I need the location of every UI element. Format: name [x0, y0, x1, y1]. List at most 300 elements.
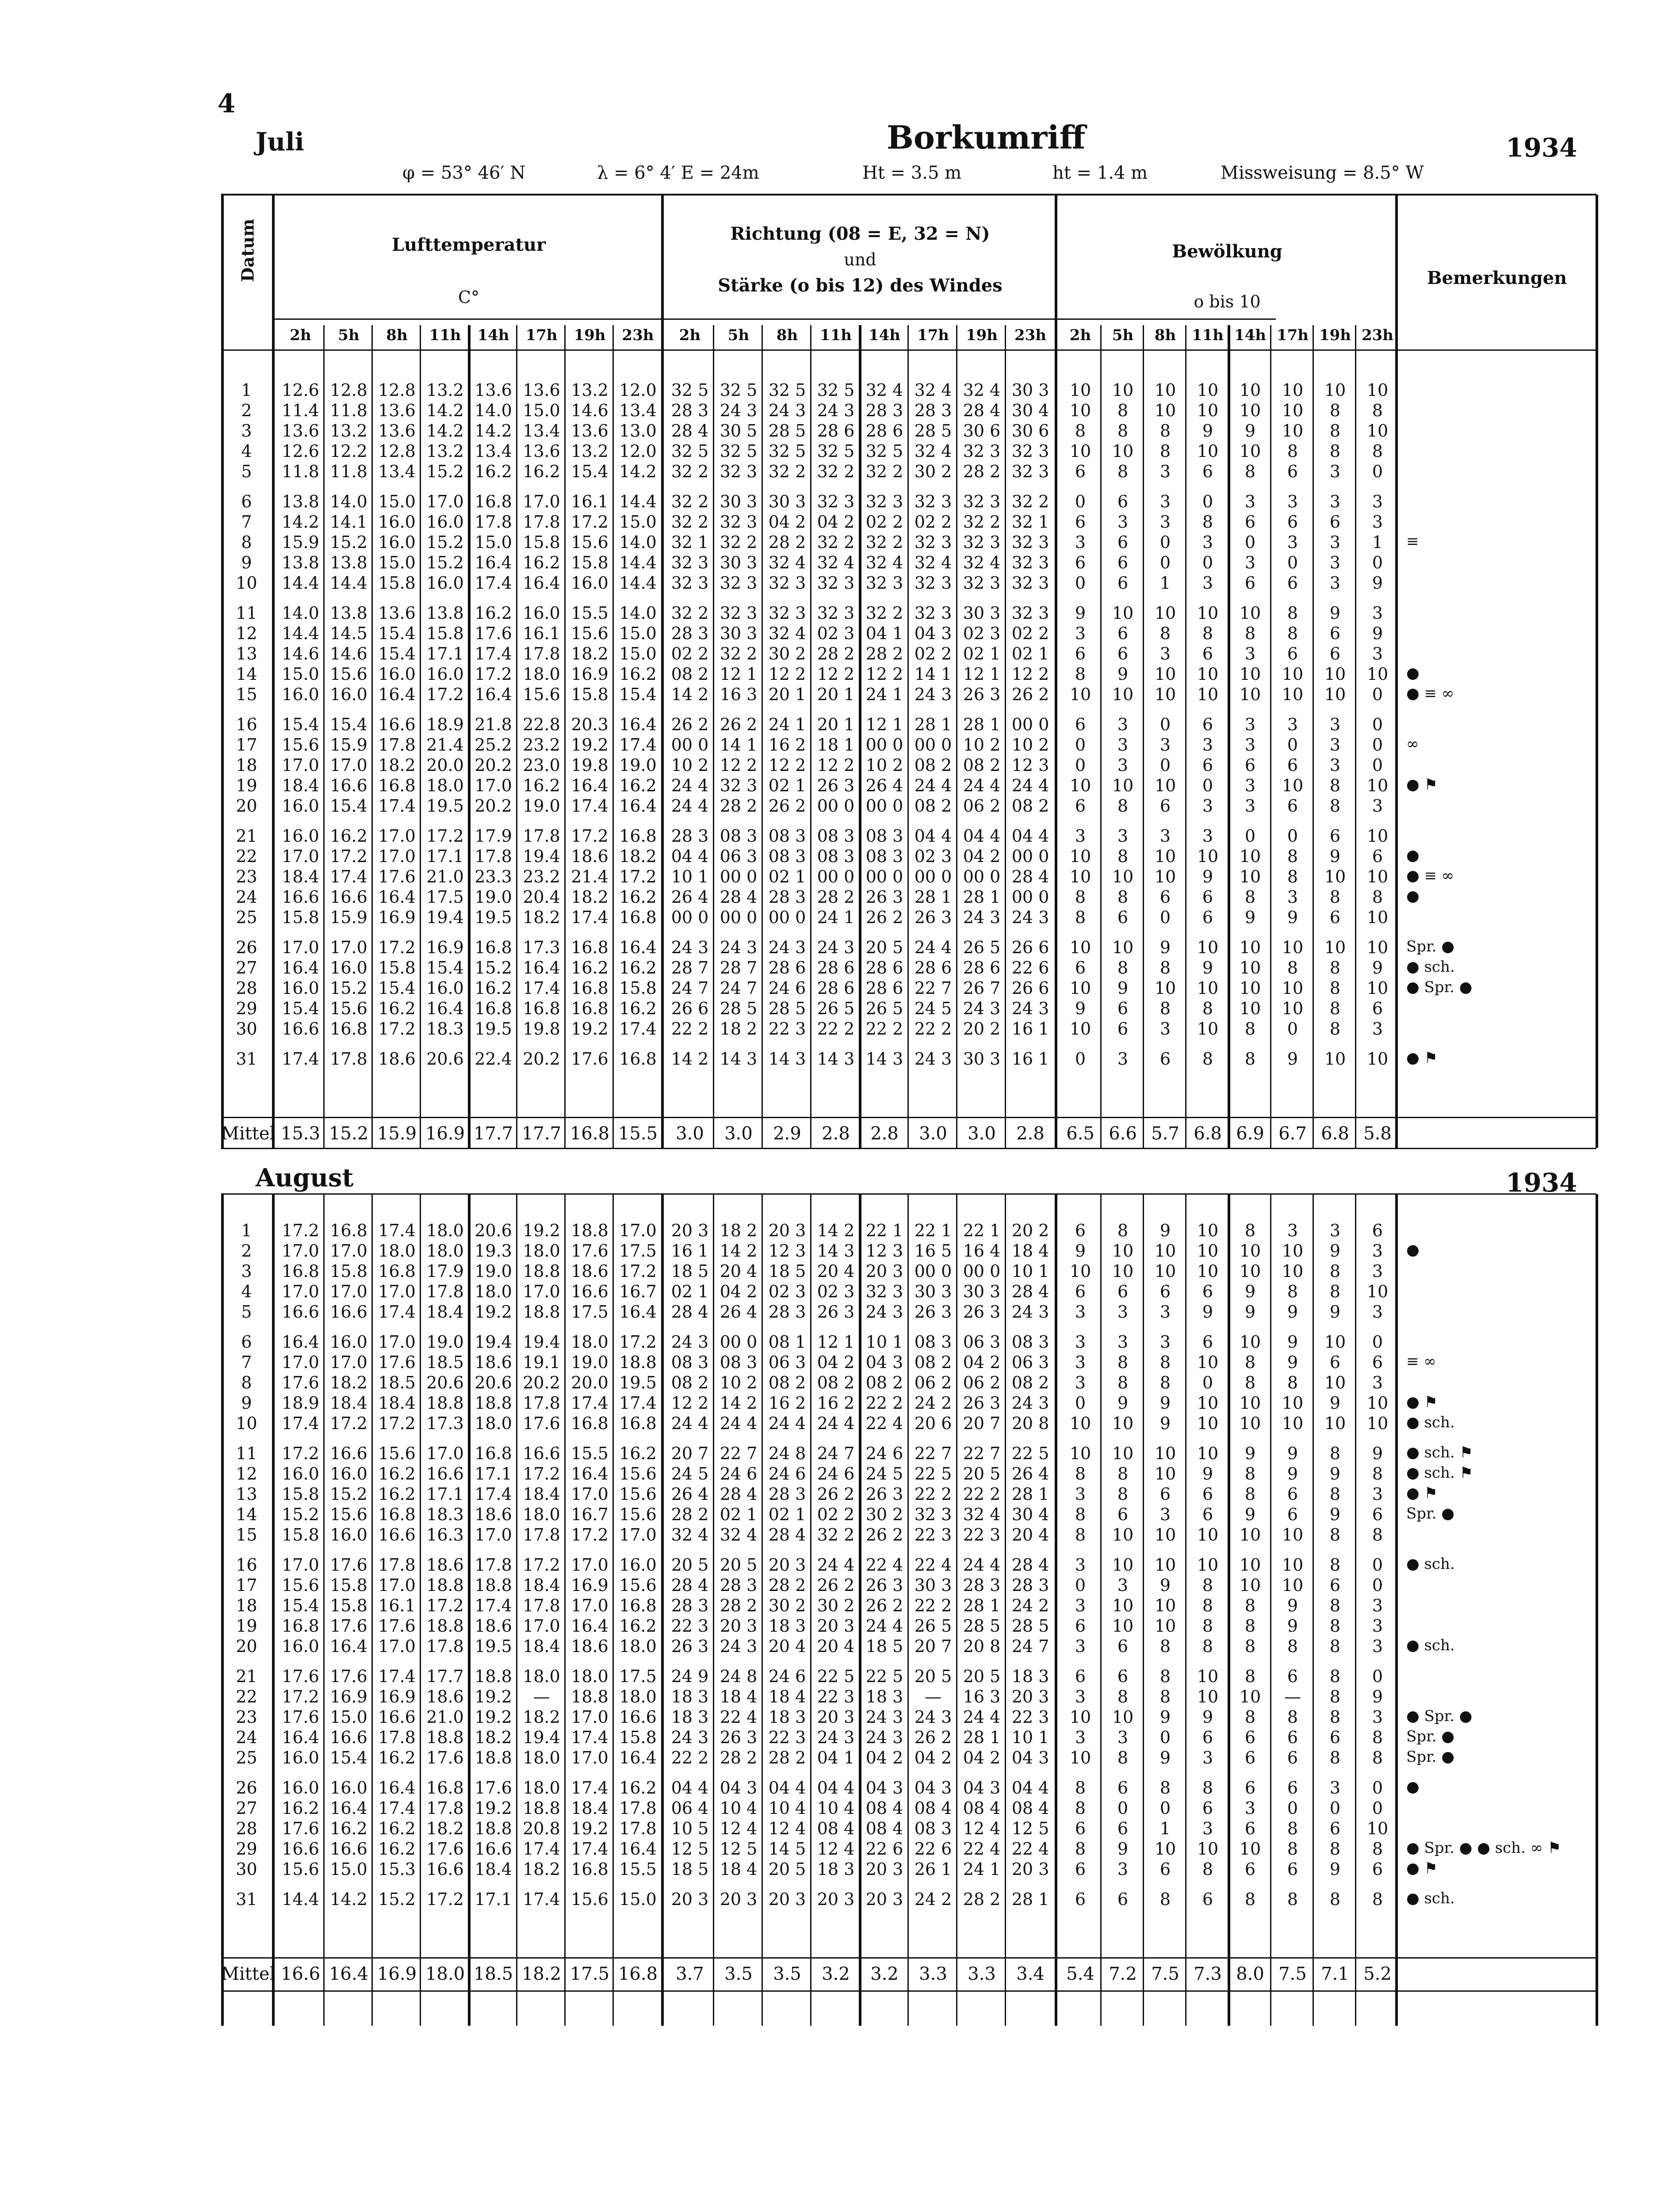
wind-cell: 08 3 — [817, 847, 855, 866]
day-cell: 31 — [236, 1049, 257, 1069]
cloud-cell: 6 — [1075, 1282, 1086, 1301]
temperature-cell: 13.8 — [282, 492, 319, 511]
temperature-cell: 16.6 — [523, 1444, 560, 1463]
wind-cell: 08 4 — [817, 1819, 855, 1838]
temperature-cell: 16.6 — [330, 1444, 367, 1463]
wind-cell: 32 3 — [865, 1282, 903, 1301]
temperature-cell: 18.0 — [523, 1241, 560, 1261]
wind-cell: 18 4 — [768, 1687, 806, 1706]
wind-cell: 24 9 — [671, 1667, 709, 1686]
temperature-cell: 16.9 — [330, 1687, 367, 1706]
wind-cell: 08 3 — [719, 1353, 758, 1372]
table-row — [221, 1728, 1596, 1748]
temperature-cell: 14.4 — [619, 553, 657, 572]
cloud-cell: 9 — [1117, 664, 1129, 684]
cloud-cell: 6 — [1287, 1484, 1298, 1504]
cloud-cell: 10 — [1282, 1525, 1304, 1545]
table-row — [221, 1778, 1596, 1798]
cloud-cell: 9 — [1329, 1464, 1341, 1484]
temperature-cell: 19.2 — [475, 1687, 512, 1706]
cloud-cell: 8 — [1117, 462, 1129, 481]
cloud-cell: 10 — [1154, 847, 1176, 866]
temperature-cell: 17.8 — [426, 1637, 464, 1656]
cloud-cell: 10 — [1282, 1576, 1304, 1595]
cloud-cell: 6 — [1372, 999, 1383, 1018]
temperature-cell: 17.0 — [378, 1576, 416, 1595]
august-bottom — [221, 1990, 1596, 1992]
wind-cell: 18 3 — [865, 1687, 903, 1706]
wind-cell: 04 4 — [671, 1778, 709, 1798]
wind-cell: 22 4 — [865, 1555, 903, 1575]
wind-cell: 08 3 — [865, 847, 903, 866]
wind-cell: 14 2 — [719, 1393, 758, 1413]
temperature-cell: 16.4 — [330, 1637, 367, 1656]
temperature-cell: 17.0 — [378, 1282, 416, 1301]
wind-cell: 20 5 — [865, 938, 903, 957]
wind-cell: 04 2 — [963, 1353, 1001, 1372]
cloud-cell: 3 — [1287, 1221, 1298, 1240]
cloud-cell: 8 — [1244, 1890, 1256, 1909]
wind-cell: 06 2 — [963, 1373, 1001, 1392]
cloud-cell: 10 — [1112, 1596, 1134, 1615]
cloud-cell: 9 — [1117, 978, 1129, 998]
temperature-cell: 17.0 — [475, 1525, 512, 1545]
temp-hour-label: 23h — [622, 326, 654, 344]
wind-cell: 12 3 — [865, 1241, 903, 1261]
temperature-cell: 16.2 — [523, 776, 560, 795]
temperature-cell: 18.4 — [282, 776, 319, 795]
wind-cell: 20 3 — [768, 1221, 806, 1240]
temp-hour-label: 17h — [525, 326, 558, 344]
temperature-cell: 19.2 — [475, 1798, 512, 1818]
temperature-cell: 15.2 — [426, 553, 464, 572]
cloud-cell: 8 — [1329, 401, 1341, 420]
temperature-cell: 16.6 — [330, 1728, 367, 1747]
temperature-cell: 16.9 — [571, 1576, 608, 1595]
temperature-cell: 17.4 — [378, 1798, 416, 1818]
cloud-cell: 8 — [1202, 624, 1213, 643]
temperature-cell: 14.0 — [330, 492, 367, 511]
temperature-cell: 18.8 — [426, 1576, 464, 1595]
wind-cell: 24 6 — [768, 978, 806, 998]
wind-cell: 24 3 — [671, 1728, 709, 1747]
cloud-cell: 9 — [1160, 1576, 1171, 1595]
cloud-cell: 10 — [1154, 664, 1176, 684]
cloud-cell: 8 — [1160, 1778, 1171, 1798]
cloud-cell: 6 — [1372, 847, 1383, 866]
mittel-cloud: 6.6 — [1109, 1123, 1137, 1144]
temperature-cell: 17.8 — [523, 644, 560, 663]
table-row — [221, 553, 1596, 573]
wind-cell: 20 3 — [671, 1221, 709, 1240]
cloud-cell: 10 — [1112, 685, 1134, 704]
wind-cell: 24 4 — [865, 1616, 903, 1636]
day-cell: 7 — [241, 1353, 252, 1372]
temperature-cell: 16.0 — [619, 1555, 657, 1575]
remark-cell: ∞ — [1406, 735, 1419, 753]
day-cell: 1 — [241, 1221, 252, 1240]
table-row — [221, 1798, 1596, 1819]
cloud-cell: 9 — [1329, 1302, 1341, 1322]
temperature-cell: 17.1 — [475, 1464, 512, 1484]
remark-cell: ● Spr. ● — [1406, 978, 1473, 996]
wind-cell: 32 3 — [768, 573, 806, 593]
cloud-cell: 6 — [1287, 644, 1298, 663]
temperature-cell: 17.6 — [523, 1414, 560, 1433]
cloud-cell: 3 — [1160, 512, 1171, 532]
wind-cell: 20 5 — [671, 1555, 709, 1575]
wind-cell: 12 3 — [768, 1241, 806, 1261]
temperature-cell: 16.4 — [571, 776, 608, 795]
wind-cell: 18 3 — [817, 1859, 855, 1879]
temperature-cell: 17.2 — [330, 847, 367, 866]
mittel-wind: 2.9 — [773, 1123, 801, 1144]
wind-cell: 04 2 — [865, 1748, 903, 1767]
cloud-cell: 3 — [1329, 553, 1341, 572]
temperature-cell: 16.7 — [619, 1282, 657, 1301]
day-cell: 29 — [236, 999, 257, 1018]
temperature-cell: 17.2 — [523, 1555, 560, 1575]
cloud-cell: 8 — [1075, 664, 1086, 684]
cloud-cell: 8 — [1329, 1555, 1341, 1575]
temperature-cell: 14.0 — [475, 401, 512, 420]
day-cell: 7 — [241, 512, 252, 532]
wind-cell: 28 7 — [719, 958, 758, 978]
cloud-cell: 6 — [1287, 573, 1298, 593]
temperature-cell: 14.2 — [330, 1890, 367, 1909]
table-row — [221, 1555, 1596, 1576]
cloud-cell: 3 — [1372, 1241, 1383, 1261]
table-row — [221, 847, 1596, 867]
wind-cell: 20 7 — [914, 1637, 952, 1656]
temperature-cell: 18.8 — [475, 1667, 512, 1686]
header-bemerkungen: Bemerkungen — [1427, 268, 1567, 288]
wind-cell: 24 4 — [817, 1414, 855, 1433]
wind-cell: 24 3 — [719, 938, 758, 957]
temperature-cell: 18.0 — [475, 1282, 512, 1301]
wind-cell: 14 1 — [719, 735, 758, 755]
cloud-cell: 0 — [1160, 553, 1171, 572]
wind-cell: 28 6 — [817, 421, 855, 441]
temperature-cell: 16.6 — [282, 1302, 319, 1322]
wind-cell: 24 2 — [914, 1890, 952, 1909]
temperature-cell: 17.2 — [282, 1221, 319, 1240]
cloud-cell: 8 — [1075, 1839, 1086, 1859]
temperature-cell: 21.4 — [426, 735, 464, 755]
wind-cell: 24 4 — [963, 1707, 1001, 1727]
wind-cell: 26 3 — [963, 685, 1001, 704]
cloud-cell: 3 — [1329, 1778, 1341, 1798]
wind-cell: 28 3 — [671, 1596, 709, 1615]
temperature-cell: 18.2 — [523, 1859, 560, 1879]
cloud-cell: 9 — [1372, 573, 1383, 593]
cloud-cell: 10 — [1197, 978, 1219, 998]
temperature-cell: 18.8 — [619, 1353, 657, 1372]
wind-cell: 32 4 — [914, 380, 952, 400]
cloud-cell: 10 — [1154, 1616, 1176, 1636]
cloud-cell: 3 — [1160, 1019, 1171, 1039]
mittel-temperature: 15.3 — [280, 1123, 321, 1144]
temperature-cell: 18.8 — [571, 1221, 608, 1240]
cloud-cell: 10 — [1239, 978, 1261, 998]
wind-cell: 20 4 — [1011, 1525, 1049, 1545]
cloud-cell: 6 — [1075, 1819, 1086, 1838]
cloud-cell: 8 — [1202, 1778, 1213, 1798]
temperature-cell: 18.8 — [523, 1302, 560, 1322]
temperature-cell: 16.0 — [282, 685, 319, 704]
cloud-cell: 10 — [1069, 776, 1091, 795]
cloud-cell: 10 — [1112, 867, 1134, 886]
day-cell: 2 — [241, 1241, 252, 1261]
wind-cell: 26 3 — [817, 1302, 855, 1322]
wind-cell: 14 1 — [914, 664, 952, 684]
cloud-cell: 6 — [1160, 1484, 1171, 1504]
bew-hour-label: 2h — [1069, 326, 1091, 344]
temperature-cell: 16.4 — [282, 958, 319, 978]
cloud-cell: 0 — [1372, 553, 1383, 572]
cloud-cell: 8 — [1160, 1687, 1171, 1706]
temperature-cell: 16.2 — [378, 1748, 416, 1767]
cloud-cell: 10 — [1197, 1393, 1219, 1413]
temperature-cell: 17.6 — [378, 1616, 416, 1636]
wind-cell: 22 5 — [1011, 1444, 1049, 1463]
remark-cell: ● — [1406, 887, 1420, 905]
cloud-cell: 8 — [1329, 1687, 1341, 1706]
wind-hour-label: 5h — [727, 326, 750, 344]
cloud-cell: 10 — [1324, 1049, 1346, 1069]
cloud-cell: 0 — [1287, 1019, 1298, 1039]
temperature-cell: 17.2 — [571, 1525, 608, 1545]
day-cell: 24 — [236, 887, 257, 907]
temperature-cell: 16.0 — [282, 826, 319, 846]
wind-cell: 32 5 — [719, 380, 758, 400]
wind-cell: 32 3 — [865, 573, 903, 593]
temperature-cell: 17.0 — [571, 1484, 608, 1504]
temperature-cell: 17.0 — [475, 776, 512, 795]
cloud-cell: 6 — [1287, 1778, 1298, 1798]
day-cell: 28 — [236, 1819, 257, 1838]
wind-cell: 28 4 — [1011, 1282, 1049, 1301]
wind-cell: 24 3 — [963, 908, 1001, 927]
cloud-cell: 3 — [1117, 1332, 1129, 1352]
temperature-cell: 17.8 — [330, 1049, 367, 1069]
temperature-cell: 11.4 — [282, 401, 319, 420]
cloud-cell: 10 — [1239, 938, 1261, 957]
temperature-cell: 17.2 — [282, 1687, 319, 1706]
temperature-cell: 16.6 — [426, 1464, 464, 1484]
temperature-cell: 17.2 — [378, 938, 416, 957]
temperature-cell: 17.6 — [571, 1049, 608, 1069]
cloud-cell: 10 — [1197, 1525, 1219, 1545]
wind-cell: 02 3 — [914, 847, 952, 866]
cloud-cell: 10 — [1239, 685, 1261, 704]
day-cell: 25 — [236, 908, 257, 927]
temperature-cell: 16.6 — [282, 887, 319, 907]
cloud-cell: 6 — [1117, 1505, 1129, 1524]
wind-cell: 20 3 — [817, 1707, 855, 1727]
wind-cell: 20 3 — [865, 1859, 903, 1879]
temperature-cell: 16.2 — [619, 1616, 657, 1636]
temperature-cell: 16.8 — [571, 938, 608, 957]
cloud-cell: 3 — [1329, 715, 1341, 734]
table-row — [221, 664, 1596, 685]
wind-cell: 24 3 — [865, 1302, 903, 1322]
cloud-cell: 9 — [1329, 1859, 1341, 1879]
wind-cell: 22 2 — [865, 1393, 903, 1413]
wind-cell: 00 0 — [865, 867, 903, 886]
cloud-cell: 8 — [1244, 1707, 1256, 1727]
mittel-wind: 3.7 — [676, 1964, 704, 1984]
temperature-cell: 15.5 — [619, 1859, 657, 1879]
temperature-cell: 16.2 — [619, 1778, 657, 1798]
remark-cell: ● sch. — [1406, 1890, 1455, 1907]
cloud-cell: 0 — [1372, 1778, 1383, 1798]
wind-cell: 08 2 — [1011, 1373, 1049, 1392]
wind-cell: 02 2 — [1011, 624, 1049, 643]
remark-cell: ● sch. ⚑ — [1406, 1444, 1473, 1461]
wind-cell: 22 4 — [865, 1414, 903, 1433]
wind-cell: 12 3 — [1011, 755, 1049, 775]
cloud-cell: 8 — [1244, 1373, 1256, 1392]
cloud-cell: 8 — [1329, 1667, 1341, 1686]
cloud-cell: 8 — [1117, 1748, 1129, 1767]
temperature-cell: 19.8 — [571, 755, 608, 775]
temperature-cell: 17.6 — [475, 1778, 512, 1798]
cloud-cell: 3 — [1160, 462, 1171, 481]
temp-hour-label: 14h — [477, 326, 509, 344]
wind-cell: 22 5 — [914, 1464, 952, 1484]
cloud-cell: 0 — [1117, 1798, 1129, 1818]
temperature-cell: 16.6 — [330, 1839, 367, 1859]
temperature-cell: 16.6 — [282, 1839, 319, 1859]
temperature-cell: 16.8 — [619, 908, 657, 927]
temperature-cell: 18.4 — [571, 1798, 608, 1818]
wind-cell: 12 2 — [768, 664, 806, 684]
cloud-cell: 10 — [1069, 1261, 1091, 1281]
wind-cell: 24 3 — [719, 1637, 758, 1656]
wind-cell: 24 3 — [963, 999, 1001, 1018]
wind-cell: 20 3 — [817, 1890, 855, 1909]
height-ht: Ht = 3.5 m — [862, 163, 962, 183]
header-wind-3: Stärke (o bis 12) des Windes — [718, 275, 1003, 296]
wind-cell: 06 3 — [963, 1332, 1001, 1352]
temperature-cell: 14.2 — [426, 421, 464, 441]
wind-cell: 24 7 — [817, 1444, 855, 1463]
cloud-cell: 8 — [1244, 1484, 1256, 1504]
temperature-cell: 17.4 — [523, 978, 560, 998]
cloud-cell: 10 — [1154, 1596, 1176, 1615]
mittel-temperature: 16.6 — [280, 1964, 321, 1984]
temperature-cell: 16.2 — [475, 978, 512, 998]
cloud-cell: 8 — [1160, 1667, 1171, 1686]
wind-cell: 28 6 — [865, 978, 903, 998]
wind-cell: 32 3 — [914, 573, 952, 593]
wind-cell: 32 5 — [865, 441, 903, 461]
cloud-cell: 10 — [1112, 938, 1134, 957]
temperature-cell: 18.0 — [619, 1637, 657, 1656]
cloud-cell: 6 — [1117, 1282, 1129, 1301]
cloud-cell: 6 — [1287, 796, 1298, 816]
cloud-cell: 3 — [1117, 1576, 1129, 1595]
temperature-cell: 16.1 — [378, 1596, 416, 1615]
cloud-cell: 8 — [1244, 1019, 1256, 1039]
temperature-cell: 14.4 — [282, 1890, 319, 1909]
temperature-cell: 18.2 — [523, 1707, 560, 1727]
wind-cell: 14 2 — [817, 1221, 855, 1240]
bew-hour-label: 14h — [1234, 326, 1267, 344]
temperature-cell: 17.0 — [571, 1748, 608, 1767]
temperature-cell: 17.2 — [378, 1414, 416, 1433]
cloud-cell: 0 — [1287, 553, 1298, 572]
temperature-cell: 16.8 — [378, 776, 416, 795]
cloud-cell: 3 — [1160, 1505, 1171, 1524]
temperature-cell: 17.1 — [426, 847, 464, 866]
temperature-cell: 16.2 — [282, 1798, 319, 1818]
cloud-cell: 0 — [1372, 1332, 1383, 1352]
wind-cell: 32 4 — [914, 441, 952, 461]
wind-hour-label: 17h — [917, 326, 949, 344]
cloud-cell: 8 — [1117, 421, 1129, 441]
temperature-cell: 17.2 — [475, 664, 512, 684]
wind-cell: 02 1 — [963, 644, 1001, 663]
table-row — [221, 380, 1596, 401]
wind-cell: 22 3 — [914, 1525, 952, 1545]
temperature-cell: 17.4 — [378, 796, 416, 816]
wind-hour-label: 14h — [868, 326, 901, 344]
wind-cell: 30 4 — [1011, 401, 1049, 420]
wind-cell: 28 3 — [963, 1576, 1001, 1595]
mittel-wind: 2.8 — [1016, 1123, 1045, 1144]
month-title-august: August — [256, 1163, 354, 1192]
mittel-row — [221, 1964, 1596, 1984]
wind-cell: 32 5 — [671, 441, 709, 461]
temperature-cell: 15.6 — [378, 1444, 416, 1463]
cloud-cell: 3 — [1244, 553, 1256, 572]
page-number: 4 — [218, 88, 236, 119]
cloud-cell: 6 — [1117, 1890, 1129, 1909]
remark-cell: ● sch. — [1406, 1414, 1455, 1431]
cloud-cell: 6 — [1202, 1798, 1213, 1818]
mittel-temperature: 16.9 — [377, 1964, 417, 1984]
table-row — [221, 776, 1596, 796]
cloud-cell: 10 — [1154, 1464, 1176, 1484]
table-row — [221, 1414, 1596, 1434]
temperature-cell: 16.8 — [378, 1505, 416, 1524]
temperature-cell: 17.4 — [378, 1302, 416, 1322]
temperature-cell: 18.8 — [475, 1393, 512, 1413]
station-title: Borkumriff — [887, 119, 1086, 156]
temperature-cell: 14.6 — [571, 401, 608, 420]
temperature-cell: 17.4 — [475, 1596, 512, 1615]
temperature-cell: 16.2 — [378, 1839, 416, 1859]
temperature-cell: 16.2 — [619, 1444, 657, 1463]
cloud-cell: 8 — [1287, 624, 1298, 643]
day-cell: 17 — [236, 735, 257, 755]
wind-cell: 24 4 — [671, 776, 709, 795]
wind-cell: 32 4 — [963, 553, 1001, 572]
wind-cell: 28 3 — [768, 1484, 806, 1504]
wind-cell: 04 2 — [817, 1353, 855, 1372]
cloud-cell: 3 — [1372, 1596, 1383, 1615]
temperature-cell: 17.9 — [426, 1261, 464, 1281]
cloud-cell: 6 — [1202, 1484, 1213, 1504]
wind-cell: 28 4 — [768, 1525, 806, 1545]
wind-cell: 20 2 — [1011, 1221, 1049, 1240]
cloud-cell: 3 — [1244, 735, 1256, 755]
day-cell: 11 — [236, 1444, 257, 1463]
wind-cell: 08 2 — [865, 1373, 903, 1392]
wind-cell: 10 4 — [817, 1798, 855, 1818]
